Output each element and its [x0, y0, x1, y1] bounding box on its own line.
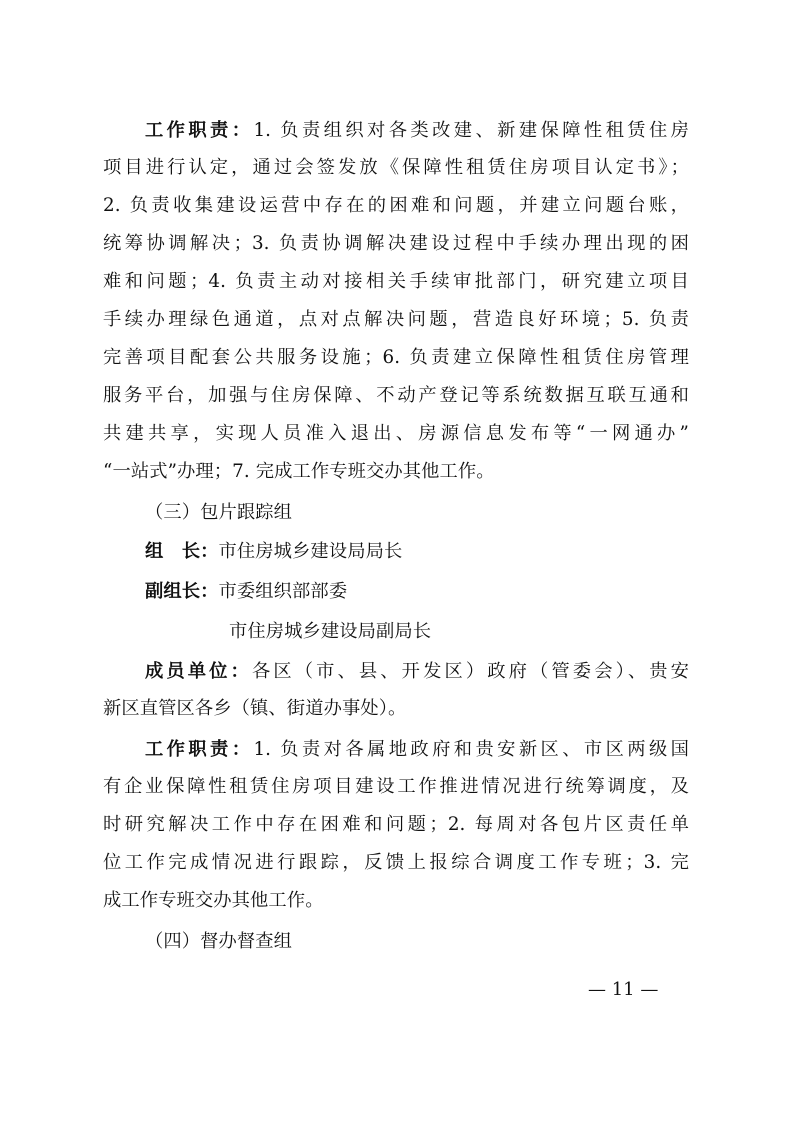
paragraph-duties-1-line-4: 统筹协调解决；3. 负责协调解决建设过程中手续办理出现的困: [103, 233, 689, 254]
group-leader-text: 市住房城乡建设局局长: [218, 541, 403, 562]
paragraph-duties-2-line-1: [145, 736, 689, 764]
duties-text: 1. 负责组织对各类改建、新建保障性租赁住房: [253, 120, 690, 141]
deputy-leader-line-1: [145, 578, 689, 606]
paragraph-duties-2-line-4: 位工作完成情况进行跟踪，反馈上报综合调度工作专班；3. 完: [103, 852, 689, 873]
paragraph-duties-1-line-10: “一站式”办理；7. 完成工作专班交办其他工作。: [103, 461, 495, 482]
deputy-leader-label: 副组长：: [145, 581, 219, 602]
paragraph-duties-1-line-6: 手续办理绿色通道，点对点解决问题，营造良好环境；5. 负责: [103, 309, 689, 330]
paragraph-duties-2-line-2: 有企业保障性租赁住房项目建设工作推进情况进行统筹调度，及: [103, 776, 689, 797]
paragraph-duties-1-line-3: 2. 负责收集建设运营中存在的困难和问题，并建立问题台账，: [103, 195, 689, 216]
member-units-label: 成员单位：: [145, 661, 252, 682]
paragraph-duties-2-line-3: 时研究解决工作中存在困难和问题；2. 每周对各包片区责任单: [103, 814, 689, 835]
member-units-line-1: [145, 658, 689, 686]
section-heading-4: （四）督办督查组: [145, 931, 293, 952]
group-leader-label: 组 长：: [145, 541, 219, 562]
paragraph-duties-1-line-5: 难和问题；4. 负责主动对接相关手续审批部门，研究建立项目: [103, 271, 689, 292]
member-units-line-2: 新区直管区各乡（镇、街道办事处）。: [103, 698, 407, 719]
member-units-text: 各区（市、县、开发区）政府（管委会）、贵安: [251, 661, 689, 682]
paragraph-duties-1-line-2: 项目进行认定，通过会签发放《保障性租赁住房项目认定书》；: [103, 157, 689, 178]
deputy-leader-line-2: 市住房城乡建设局副局长: [229, 621, 432, 642]
paragraph-duties-1-line-1: [145, 117, 689, 145]
deputy-leader-text-1: 市委组织部部委: [218, 581, 348, 602]
paragraph-duties-2-line-5: 成工作专班交办其他工作。: [103, 890, 324, 911]
duties-label: 工作职责：: [145, 120, 254, 141]
paragraph-duties-1-line-7: 完善项目配套公共服务设施；6. 负责建立保障性租赁住房管理: [103, 347, 689, 368]
paragraph-duties-1-line-9: 共建共享，实现人员准入退出、房源信息发布等“一网通办”: [103, 423, 689, 444]
duties-text-2: 1. 负责对各属地政府和贵安新区、市区两级国: [253, 739, 690, 760]
group-leader-line: [145, 538, 689, 566]
section-heading-3: （三）包片跟踪组: [145, 502, 293, 523]
page-number: — 11 —: [588, 979, 659, 1000]
duties-label-2: 工作职责：: [145, 739, 254, 760]
paragraph-duties-1-line-8: 服务平台，加强与住房保障、不动产登记等系统数据互联互通和: [103, 385, 689, 406]
